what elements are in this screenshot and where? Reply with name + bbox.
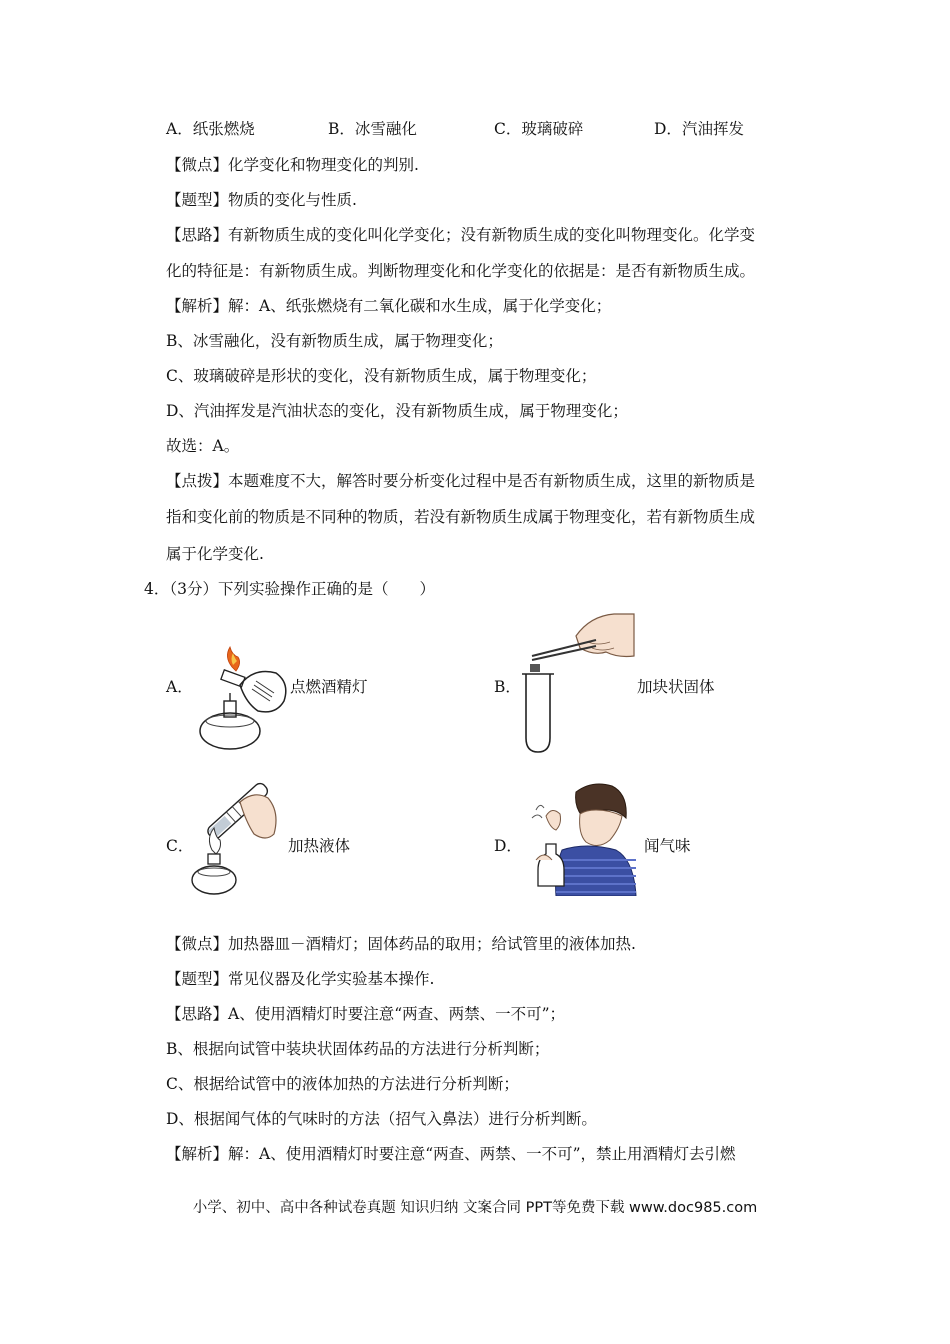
q4-option-a-letter: A．: [166, 678, 193, 696]
q4-approach-b: B、根据向试管中装块状固体药品的方法进行分析判断；: [166, 1040, 550, 1058]
q3-question-type: 【题型】物质的变化与性质.: [166, 191, 357, 209]
q4-option-b-letter: B．: [494, 678, 521, 696]
q3-approach-cont: 化的特征是：有新物质生成。判断物理变化和化学变化的依据是：是否有新物质生成。: [166, 262, 756, 280]
page-footer: 小学、初中、高中各种试卷真题 知识归纳 文案合同 PPT等免费下载 www.doc985.com: [192, 1200, 758, 1216]
q3-micro-point: 【微点】化学变化和物理变化的判别.: [166, 156, 419, 174]
q4-option-b-caption: 加块状固体: [637, 678, 715, 696]
q3-tip: 【点拨】本题难度不大，解答时要分析变化过程中是否有新物质生成，这里的新物质是: [166, 472, 756, 490]
q3-approach: 【思路】有新物质生成的变化叫化学变化；没有新物质生成的变化叫物理变化。化学变: [166, 226, 756, 244]
q3-analysis-d: D、汽油挥发是汽油状态的变化，没有新物质生成，属于物理变化；: [166, 402, 628, 420]
q3-option-c: C．玻璃破碎: [494, 120, 584, 138]
q4-option-c-caption: 加热液体: [288, 837, 351, 855]
q3-tip-cont: 指和变化前的物质是不同种的物质，若没有新物质生成属于物理变化，若有新物质生成: [166, 508, 756, 526]
q3-analysis: 【解析】解：A、纸张燃烧有二氧化碳和水生成，属于化学变化；: [166, 297, 612, 315]
q3-tip-end: 属于化学变化.: [166, 545, 264, 563]
q3-option-d: D．汽油挥发: [654, 120, 744, 138]
smelling-gas-icon: [526, 780, 638, 896]
q3-answer: 故选：A。: [166, 437, 240, 455]
q4-approach: 【思路】A、使用酒精灯时要注意“两查、两禁、一不可”；: [166, 1005, 566, 1023]
q4-option-a-caption: 点燃酒精灯: [290, 678, 368, 696]
q4-approach-d: D、根据闻气体的气味时的方法（招气入鼻法）进行分析判断。: [166, 1110, 597, 1128]
q3-analysis-c: C、玻璃破碎是形状的变化，没有新物质生成，属于物理变化；: [166, 367, 597, 385]
q4-micro-point: 【微点】加热器皿－酒精灯；固体药品的取用；给试管里的液体加热.: [166, 935, 636, 953]
q4-option-d-caption: 闻气味: [644, 837, 691, 855]
alcohol-lamp-lighting-icon: [192, 645, 292, 753]
q4-stem: 4．（3分）下列实验操作正确的是（ ）: [144, 580, 435, 598]
q4-question-type: 【题型】常见仪器及化学实验基本操作.: [166, 970, 435, 988]
q3-option-b: B．冰雪融化: [328, 120, 417, 138]
test-tube-tongs-icon: [518, 612, 636, 754]
heating-liquid-icon: [190, 772, 282, 898]
q4-approach-c: C、根据给试管中的液体加热的方法进行分析判断；: [166, 1075, 519, 1093]
q4-option-d-letter: D．: [494, 837, 522, 855]
q4-analysis: 【解析】解：A、使用酒精灯时要注意“两查、两禁、一不可”，禁止用酒精灯去引燃: [166, 1145, 736, 1163]
q3-option-a: A．纸张燃烧: [166, 120, 255, 138]
q3-analysis-b: B、冰雪融化，没有新物质生成，属于物理变化；: [166, 332, 503, 350]
q4-option-c-letter: C．: [166, 837, 194, 855]
